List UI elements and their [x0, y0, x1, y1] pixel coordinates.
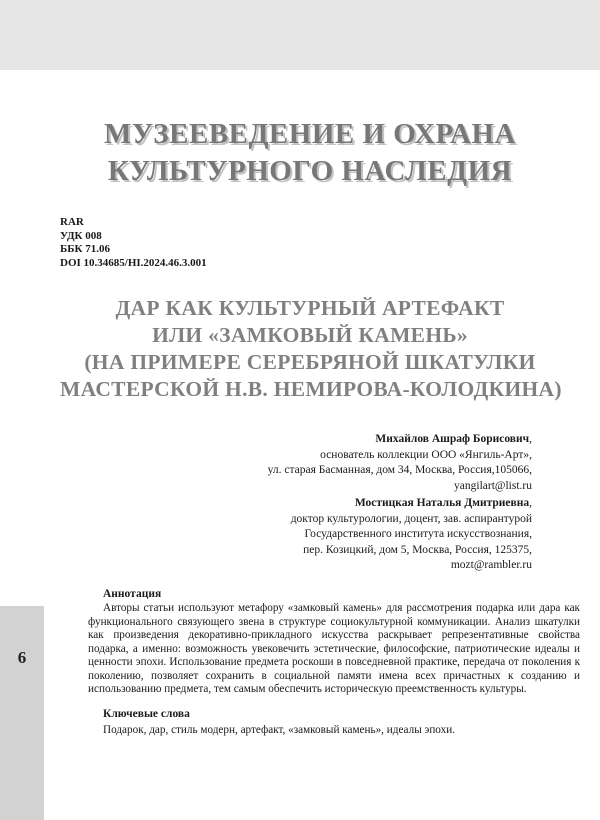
header-band [0, 0, 600, 70]
author-affiliation: Государственного института искусствознания, [304, 528, 532, 540]
keywords-text: Подарок, дар, стиль модерн, артефакт, «замковый камень», идеалы эпохи. [103, 724, 455, 736]
keywords-heading: Ключевые слова [103, 708, 190, 720]
section-title-line2: КУЛЬТУРНОГО НАСЛЕДИЯ [107, 155, 513, 187]
author-email: mozt@rambler.ru [450, 559, 532, 571]
abstract-heading: Аннотация [103, 588, 162, 600]
author-affiliation: основатель коллекции ООО «Янгиль-Арт», [320, 448, 532, 461]
article-title-line2: ИЛИ «ЗАМКОВЫЙ КАМЕНЬ» [152, 323, 468, 347]
author-name-suffix: , [529, 433, 532, 445]
author-address: пер. Козицкий, дом 5, Москва, Россия, 125375, [303, 543, 532, 556]
author-position: доктор культурологии, доцент, зав. аспирантурой [290, 512, 532, 525]
author-name: Михайлов Ашраф Борисович [375, 433, 530, 445]
udk-code: УДК 008 [60, 229, 102, 242]
author-name: Мостицкая Наталья Дмитриевна [354, 497, 530, 509]
author-name-suffix: , [529, 497, 532, 509]
article-title-line1: ДАР КАК КУЛЬТУРНЫЙ АРТЕФАКТ [115, 296, 505, 320]
author-address: ул. старая Басманная, дом 34, Москва, Россия,105066, [267, 464, 532, 476]
abstract-text: Авторы статьи используют метафору «замковый камень» для рассмотрения подарка или дара как функционального связующего звена в структуре социокультурной коммуникации. Анализ шкатулки как произведения декоративно-прикладного искусства раскрывает репрезентативные свойства подарка, а именно: возможность увековечить эстетические, философские, патриотические идеалы и ценности эпохи. Использование предмета роскоши в повседневной практике, передача от поколения к поколению, позволяет сохранить в социальной памяти имена всех причастных к созданию и использованию предмета, тем самым обеспечить историческую преемственность культуры. [88, 602, 580, 695]
doi-code: DOI 10.34685/HI.2024.46.3.001 [60, 256, 207, 269]
author-email: yangilart@list.ru [454, 479, 532, 492]
author-block-1 [112, 432, 532, 494]
section-title-line1: МУЗЕЕВЕДЕНИЕ И ОХРАНА [104, 118, 516, 150]
page-number-tab [0, 606, 44, 820]
article-title-line3: (НА ПРИМЕРЕ СЕРЕБРЯНОЙ ШКАТУЛКИ [84, 350, 536, 374]
classification-codes [60, 216, 207, 270]
bbk-code: ББК 71.06 [60, 243, 111, 255]
rar-code: RAR [60, 216, 84, 228]
page-number: 6 [17, 648, 27, 667]
author-block-2 [112, 496, 532, 574]
article-title-line4: МАСТЕРСКОЙ Н.В. НЕМИРОВА-КОЛОДКИНА) [60, 377, 562, 401]
